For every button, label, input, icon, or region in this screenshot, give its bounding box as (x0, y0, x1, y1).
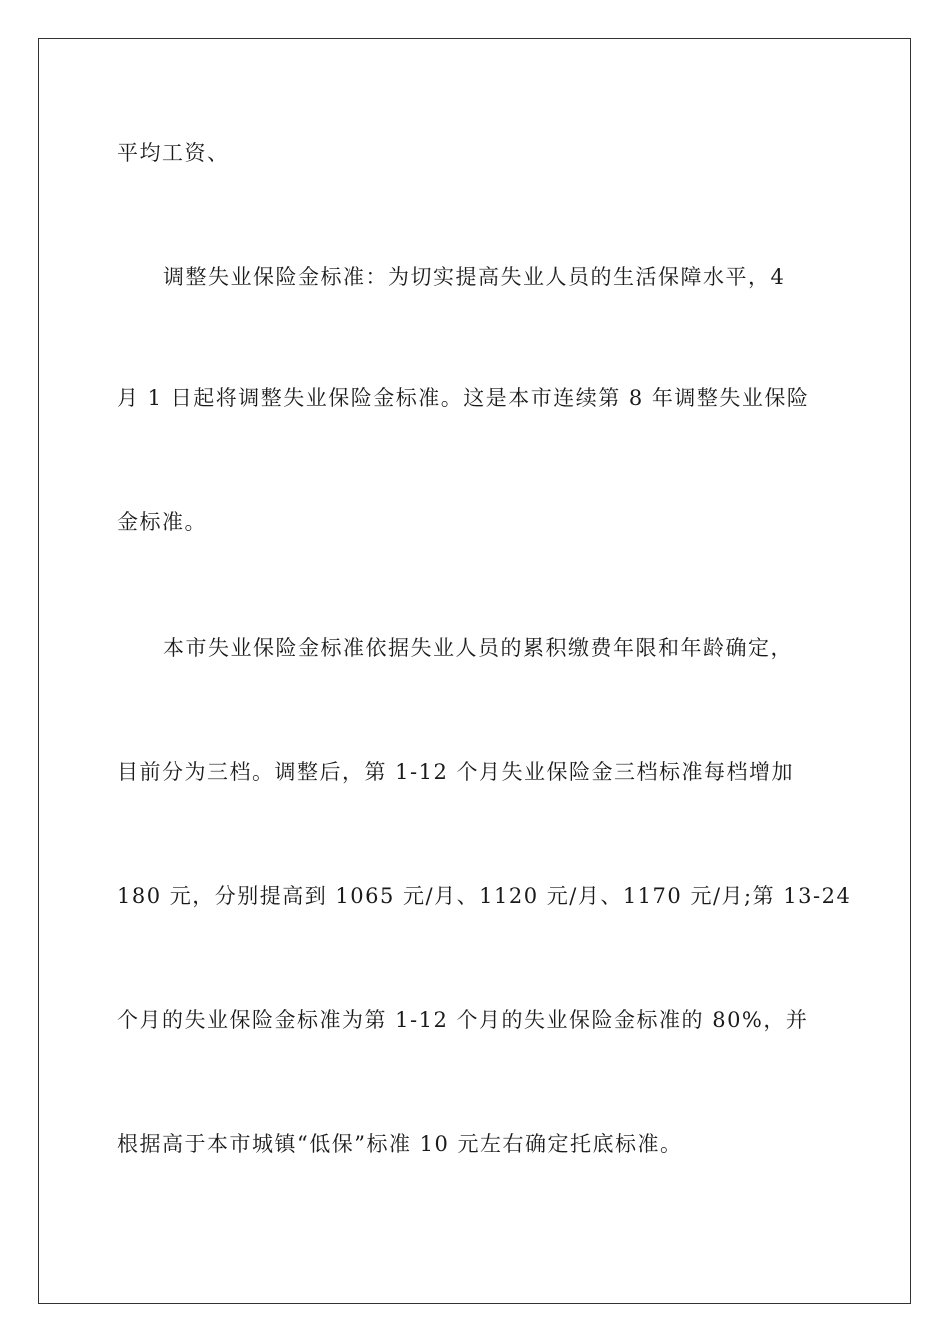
paragraph-start-line: 本市失业保险金标准依据失业人员的累积缴费年限和年龄确定， (163, 636, 793, 660)
text-line: 个月的失业保险金标准为第 1-12 个月的失业保险金标准的 80%，并 (117, 1008, 809, 1032)
text-line: 根据高于本市城镇“低保”标准 10 元左右确定托底标准。 (117, 1132, 683, 1156)
text-line: 180 元，分别提高到 1065 元/月、1120 元/月、1170 元/月;第 13-24 (117, 884, 852, 908)
text-line: 月 1 日起将调整失业保险金标准。这是本市连续第 8 年调整失业保险 (117, 386, 810, 410)
page-border (38, 38, 911, 1304)
text-line: 金标准。 (117, 510, 207, 534)
paragraph-start-line: 调整失业保险金标准：为切实提高失业人员的生活保障水平，4 (163, 265, 786, 289)
text-line: 目前分为三档。调整后，第 1-12 个月失业保险金三档标准每档增加 (117, 760, 795, 784)
text-line: 平均工资、 (117, 141, 230, 165)
